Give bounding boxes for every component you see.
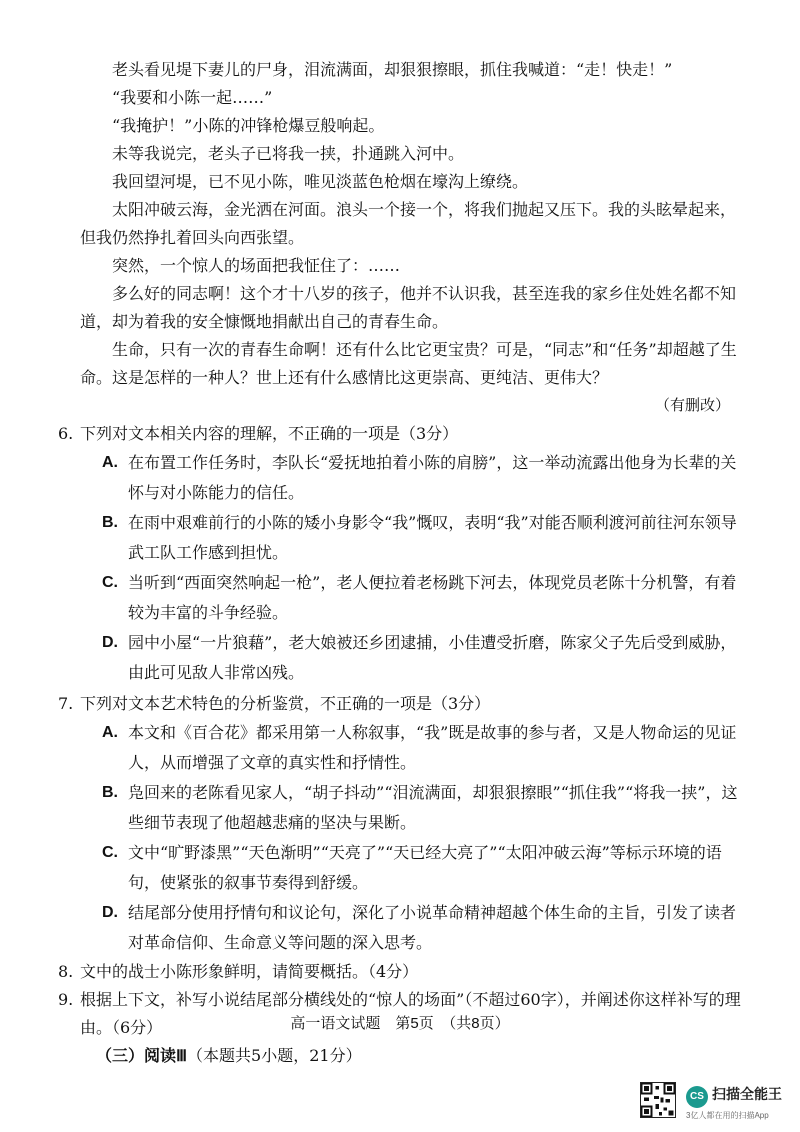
passage-paragraph-2: “我要和小陈一起……” [112, 88, 273, 107]
passage-paragraph-5: 我回望河堤，已不见小陈，唯见淡蓝色枪烟在壕沟上缭绕。 [112, 172, 529, 191]
option-letter: D. [102, 634, 118, 651]
question-7-option-c [102, 838, 742, 898]
scanner-tagline: 3亿人都在用的扫描App [686, 1111, 769, 1120]
option-text: 园中小屋“一片狼藉”，老大娘被还乡团逮捕，小佳遭受折磨，陈家父子先后受到威胁，由此可见敌人非常凶残。 [128, 633, 737, 682]
question-7-option-b [102, 778, 742, 838]
passage-paragraph-8: 多么好的同志啊！这个才十八岁的孩子，他并不认识我，甚至连我的家乡住处姓名都不知道，却为着我的安全慷慨地捐献出自己的青春生命。 [80, 284, 737, 331]
question-number: 6. [58, 424, 74, 443]
question-6-option-c [102, 568, 742, 628]
passage-paragraph-4: 未等我说完，老头子已将我一挟，扑通跳入河中。 [112, 144, 465, 163]
camscanner-logo-icon: CS [686, 1086, 708, 1108]
option-text: 在布置工作任务时，李队长“爱抚地拍着小陈的肩膀”，这一举动流露出他身为长辈的关怀与对小陈能力的信任。 [128, 453, 737, 502]
question-stem: 下列对文本艺术特色的分析鉴赏，不正确的一项是（3分） [80, 694, 491, 713]
section-title: （三）阅读Ⅲ [96, 1048, 188, 1065]
option-letter: B. [102, 784, 118, 801]
question-6 [58, 420, 748, 448]
scanner-watermark [640, 1082, 790, 1122]
option-letter: A. [102, 724, 118, 741]
question-stem: 下列对文本相关内容的理解，不正确的一项是（3分） [80, 424, 459, 443]
option-letter: A. [102, 454, 118, 471]
option-letter: D. [102, 904, 118, 921]
passage-paragraph-3: “我掩护！”小陈的冲锋枪爆豆般响起。 [112, 116, 385, 135]
question-6-option-a [102, 448, 742, 508]
section-3-heading [96, 1042, 362, 1071]
option-text: 本文和《百合花》都采用第一人称叙事，“我”既是故事的参与者，又是人物命运的见证人，从而增强了文章的真实性和抒情性。 [128, 723, 737, 772]
question-stem: 根据上下文，补写小说结尾部分横线处的“惊人的场面”（不超过60字），并阐述你这样补写的理由。（6分） [80, 990, 741, 1037]
question-6-option-d [102, 628, 742, 688]
question-7-option-d [102, 898, 742, 958]
option-text: 结尾部分使用抒情句和议论句，深化了小说革命精神超越个体生命的主旨，引发了读者对革命信仰、生命意义等问题的深入思考。 [128, 903, 737, 952]
section-info: （本题共5小题，21分） [187, 1046, 362, 1065]
option-letter: C. [102, 844, 118, 861]
qr-code-icon [640, 1082, 676, 1118]
option-letter: C. [102, 574, 118, 591]
question-number: 7. [58, 694, 74, 713]
question-number: 8. [58, 962, 74, 981]
question-number: 9. [58, 990, 74, 1009]
option-text: 在雨中艰难前行的小陈的矮小身影令“我”慨叹，表明“我”对能否顺利渡河前往河东领导武工队工作感到担忧。 [128, 513, 737, 562]
passage-paragraph-1: 老头看见堤下妻儿的尸身，泪流满面，却狠狠擦眼，抓住我喊道：“走！快走！” [112, 60, 673, 79]
question-6-option-b [102, 508, 742, 568]
option-text: 当听到“西面突然响起一枪”，老人便拉着老杨跳下河去，体现党员老陈十分机警，有着较为丰富的斗争经验。 [128, 573, 737, 622]
passage-paragraph-9: 生命，只有一次的青春生命啊！还有什么比它更宝贵？可是，“同志”和“任务”却超越了生命。这是怎样的一种人？世上还有什么感情比这更崇高、更纯洁、更伟大？ [80, 340, 737, 387]
question-8 [58, 958, 748, 986]
page-footer: 高一语文试题 第5页 （共8页） [290, 1015, 510, 1032]
option-letter: B. [102, 514, 118, 531]
option-text: 文中“旷野漆黑”“天色渐明”“天亮了”“天已经大亮了”“太阳冲破云海”等标示环境的语句，使紧张的叙事节奏得到舒缓。 [128, 843, 722, 892]
question-stem: 文中的战士小陈形象鲜明，请简要概括。（4分） [80, 962, 419, 981]
scanner-app-name: 扫描全能王 [712, 1086, 782, 1102]
question-7-option-a [102, 718, 742, 778]
option-text: 凫回来的老陈看见家人，“胡子抖动”“泪流满面，却狠狠擦眼”“抓住我”“将我一挟”，这些细节表现了他超越悲痛的坚决与果断。 [128, 783, 738, 832]
question-7 [58, 690, 748, 718]
passage-paragraph-7: 突然，一个惊人的场面把我怔住了：…… [112, 256, 401, 275]
edit-note: （有删改） [654, 396, 730, 414]
passage-paragraph-6: 太阳冲破云海，金光洒在河面。浪头一个接一个，将我们抛起又压下。我的头眩晕起来，但我仍然挣扎着回头向西张望。 [80, 200, 737, 247]
